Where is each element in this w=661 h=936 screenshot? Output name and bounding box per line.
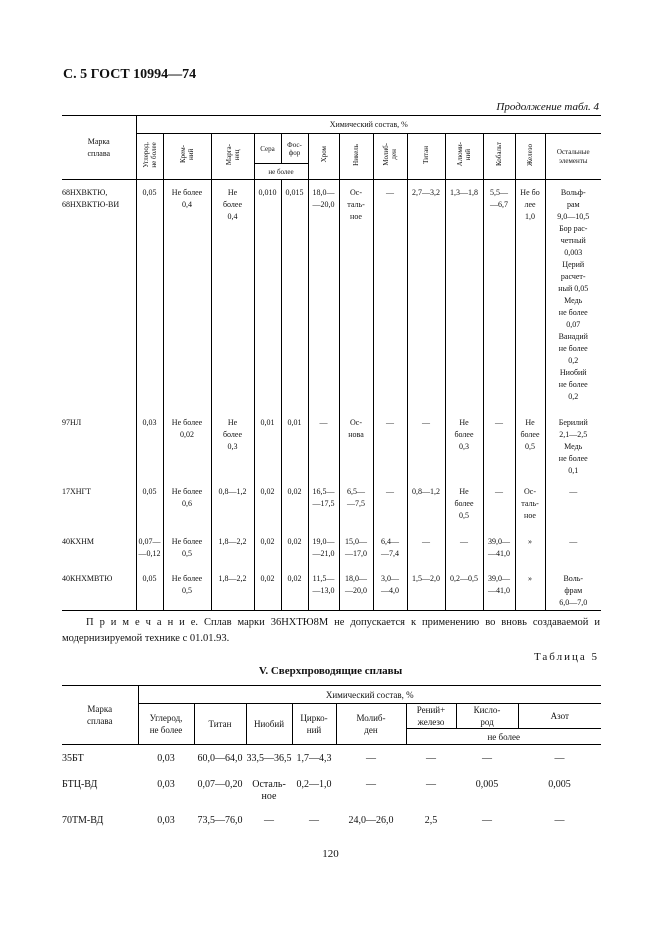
cell-carbon: 0,03	[157, 752, 175, 764]
cell-silicon: Не более 0,5	[163, 573, 211, 611]
cell-silicon: Не более 0,5	[163, 536, 211, 573]
cell-phosphorus: 0,02	[281, 573, 308, 611]
table-continuation-label: Продолжение табл. 4	[496, 101, 599, 113]
table-5-label: Таблица 5	[533, 651, 599, 663]
note-text: Сплав марки 36НХТЮ8М не допускается к применению во вновь создаваемой и модернизируемой технике с 01.01.93.	[62, 617, 600, 644]
cell-chromium: 16,5— —17,5	[308, 486, 339, 536]
cell-marka: 17ХНГТ	[62, 486, 92, 496]
cell-nitrogen: —	[554, 752, 565, 764]
cell-carbon: 0,03	[157, 814, 175, 826]
cell-titanium: —	[407, 536, 445, 573]
col-header-carbon: Углерод, не более	[141, 141, 158, 168]
cell-sulfur: 0,01	[254, 417, 281, 486]
cell-chromium: 18,0— —20,0	[308, 187, 339, 417]
cell-molybdenum: —	[373, 187, 407, 417]
table-row	[62, 779, 601, 815]
cell-molybdenum: 3,0— —4,0	[373, 573, 407, 611]
cell-rhenium-iron: —	[426, 778, 436, 790]
cell-silicon: Не более 0,4	[163, 187, 211, 417]
cell-manganese: 0,8—1,2	[211, 486, 254, 536]
cell-cobalt: 39,0— —41,0	[483, 536, 515, 573]
cell-aluminum: 0,2—0,5	[445, 573, 483, 611]
cell-carbon: 0,03	[136, 417, 163, 486]
cell-sulfur: 0,02	[254, 486, 281, 536]
table-row	[62, 417, 601, 486]
col-header-aluminum: Алюми- ний	[456, 142, 472, 167]
col-header-carbon: Углерод, не более	[138, 704, 194, 745]
cell-other: —	[545, 486, 601, 536]
col-header-molybdenum: Молиб- ден	[382, 143, 398, 166]
cell-manganese: Не более 0,4	[211, 187, 254, 417]
cell-other: Вольф- рам 9,0—10,5 Бор рас- четный 0,003 Церий расчет- ный 0,05 Медь не более 0,07 Ванадий не более 0,2 Ниобий не более 0,2	[545, 187, 601, 417]
col-header-zirconium: Цирко- ний	[292, 704, 336, 745]
cell-nickel: 18,0— —20,0	[339, 573, 373, 611]
col-header-marka: Марка сплава	[62, 686, 138, 745]
cell-titanium: 0,8—1,2	[407, 486, 445, 536]
cell-titanium: 60,0—64,0	[197, 752, 243, 764]
col-header-iron: Железо	[526, 143, 534, 166]
cell-sulfur: 0,02	[254, 536, 281, 573]
cell-phosphorus: 0,015	[281, 187, 308, 417]
cell-nickel: 6,5— —7,5	[339, 486, 373, 536]
page-number: 120	[322, 848, 339, 860]
cell-nickel: Ос- таль- ное	[339, 187, 373, 417]
cell-carbon: 0,05	[136, 187, 163, 417]
cell-marka: 40КХНМ	[62, 536, 95, 546]
cell-iron: Не бо лее 1,0	[515, 187, 545, 417]
col-header-phosphorus: Фос- фор	[281, 134, 308, 164]
table-note	[62, 615, 600, 647]
cell-molybdenum: 6,4— —7,4	[373, 536, 407, 573]
cell-iron: Ос- таль- ное	[515, 486, 545, 536]
col-header-molybdenum: Молиб- ден	[336, 704, 406, 745]
cell-molybdenum: —	[373, 417, 407, 486]
cell-zirconium: 0,2—1,0	[296, 778, 332, 790]
cell-aluminum: Не более 0,5	[445, 486, 483, 536]
cell-titanium: —	[407, 417, 445, 486]
table-5	[62, 685, 601, 835]
cell-molybdenum: 24,0—26,0	[348, 814, 394, 826]
cell-carbon: 0,03	[157, 778, 175, 790]
cell-phosphorus: 0,02	[281, 536, 308, 573]
cell-niobium: Осталь- ное	[252, 778, 286, 802]
cell-sulfur: 0,02	[254, 573, 281, 611]
cell-silicon: Не более 0,6	[163, 486, 211, 536]
col-header-niobium: Ниобий	[246, 704, 292, 745]
cell-carbon: 0,05	[136, 573, 163, 611]
cell-nitrogen: —	[554, 814, 565, 826]
table-row	[62, 486, 601, 536]
col-group-header: Химический состав, %	[136, 116, 601, 134]
col-header-rhenium-iron: Рений+ железо	[406, 704, 456, 729]
cell-nitrogen: 0,005	[548, 778, 571, 790]
table-row	[62, 573, 601, 611]
cell-other: Берилий 2,1—2,5 Медь не более 0,1	[545, 417, 601, 486]
note-lead: П р и м е ч а н и е.	[86, 617, 199, 628]
cell-chromium: 11,5— —13,0	[308, 573, 339, 611]
cell-rhenium-iron: 2,5	[424, 814, 438, 826]
cell-manganese: Не более 0,3	[211, 417, 254, 486]
cell-sulfur: 0,010	[254, 187, 281, 417]
col-header-other: Остальные элементы	[545, 134, 601, 180]
col-header-nickel: Никель	[352, 143, 360, 166]
col-header-cobalt: Кобальт	[495, 142, 503, 167]
cell-nickel: 15,0— —17,0	[339, 536, 373, 573]
cell-marka: 40КНХМВТЮ	[62, 573, 136, 611]
cell-manganese: 1,8—2,2	[211, 573, 254, 611]
cell-iron: »	[515, 573, 545, 611]
page-title: С. 5 ГОСТ 10994—74	[63, 67, 197, 82]
col-header-titanium: Титан	[194, 704, 246, 745]
cell-marka: БТЦ-ВД	[62, 778, 98, 790]
cell-iron: Не более 0,5	[515, 417, 545, 486]
table-row	[62, 187, 601, 417]
cell-nickel: Ос- нова	[339, 417, 373, 486]
cell-zirconium: —	[309, 814, 319, 826]
cell-manganese: 1,8—2,2	[211, 536, 254, 573]
col-header-titanium: Титан	[422, 145, 430, 164]
col-group-header: Химический состав, %	[138, 686, 601, 704]
table-row	[62, 815, 601, 835]
cell-marka: 70ТМ-ВД	[62, 814, 104, 826]
table-row	[62, 536, 601, 573]
cell-other: Воль- фрам 6,0—7,0	[545, 573, 601, 611]
cell-other: —	[545, 536, 601, 573]
col-header-manganese: Марга- нец	[224, 143, 241, 166]
cell-marka: 68НХВКТЮ, 68НХВКТЮ-ВИ	[62, 187, 120, 209]
cell-titanium: 1,5—2,0	[407, 573, 445, 611]
cell-titanium: 73,5—76,0	[197, 814, 243, 826]
cell-chromium: 19,0— —21,0	[308, 536, 339, 573]
cell-marka: 35БТ	[62, 752, 84, 764]
cell-titanium: 0,07—0,20	[197, 778, 243, 790]
cell-cobalt: —	[483, 486, 515, 536]
cell-niobium: 33,5—36,5	[246, 752, 292, 764]
cell-chromium: —	[308, 417, 339, 486]
cell-aluminum: Не более 0,3	[445, 417, 483, 486]
col-header-silicon: Крем- ний	[179, 145, 195, 164]
cell-niobium: —	[264, 814, 274, 826]
cell-cobalt: —	[483, 417, 515, 486]
cell-cobalt: 5,5— —6,7	[483, 187, 515, 417]
cell-marka: 97НЛ	[62, 417, 82, 427]
cell-oxygen: —	[482, 752, 492, 764]
cell-carbon: 0,05	[136, 486, 163, 536]
table-4	[62, 115, 601, 611]
col-subheader-max: не более	[406, 729, 601, 745]
cell-carbon: 0,07— —0,12	[136, 536, 163, 573]
col-header-nitrogen: Азот	[518, 704, 601, 729]
col-subheader-max: не более	[254, 164, 308, 180]
cell-aluminum: 1,3—1,8	[445, 187, 483, 417]
cell-molybdenum: —	[373, 486, 407, 536]
col-header-marka: Марка сплава	[62, 116, 136, 180]
cell-cobalt: 39,0— —41,0	[483, 573, 515, 611]
col-header-sulfur: Сера	[254, 134, 281, 164]
cell-oxygen: —	[482, 814, 492, 826]
cell-phosphorus: 0,02	[281, 486, 308, 536]
cell-silicon: Не более 0,02	[163, 417, 211, 486]
cell-zirconium: 1,7—4,3	[296, 752, 332, 764]
cell-iron: »	[515, 536, 545, 573]
cell-aluminum: —	[445, 536, 483, 573]
cell-phosphorus: 0,01	[281, 417, 308, 486]
cell-molybdenum: —	[366, 778, 376, 790]
cell-titanium: 2,7—3,2	[407, 187, 445, 417]
cell-oxygen: 0,005	[475, 778, 499, 790]
col-header-chromium: Хром	[319, 146, 328, 163]
col-header-oxygen: Кисло- род	[456, 704, 518, 729]
table-row	[62, 753, 601, 779]
cell-molybdenum: —	[366, 752, 376, 764]
table-5-title: V. Сверхпроводящие сплавы	[258, 665, 403, 677]
cell-rhenium-iron: —	[426, 752, 436, 764]
